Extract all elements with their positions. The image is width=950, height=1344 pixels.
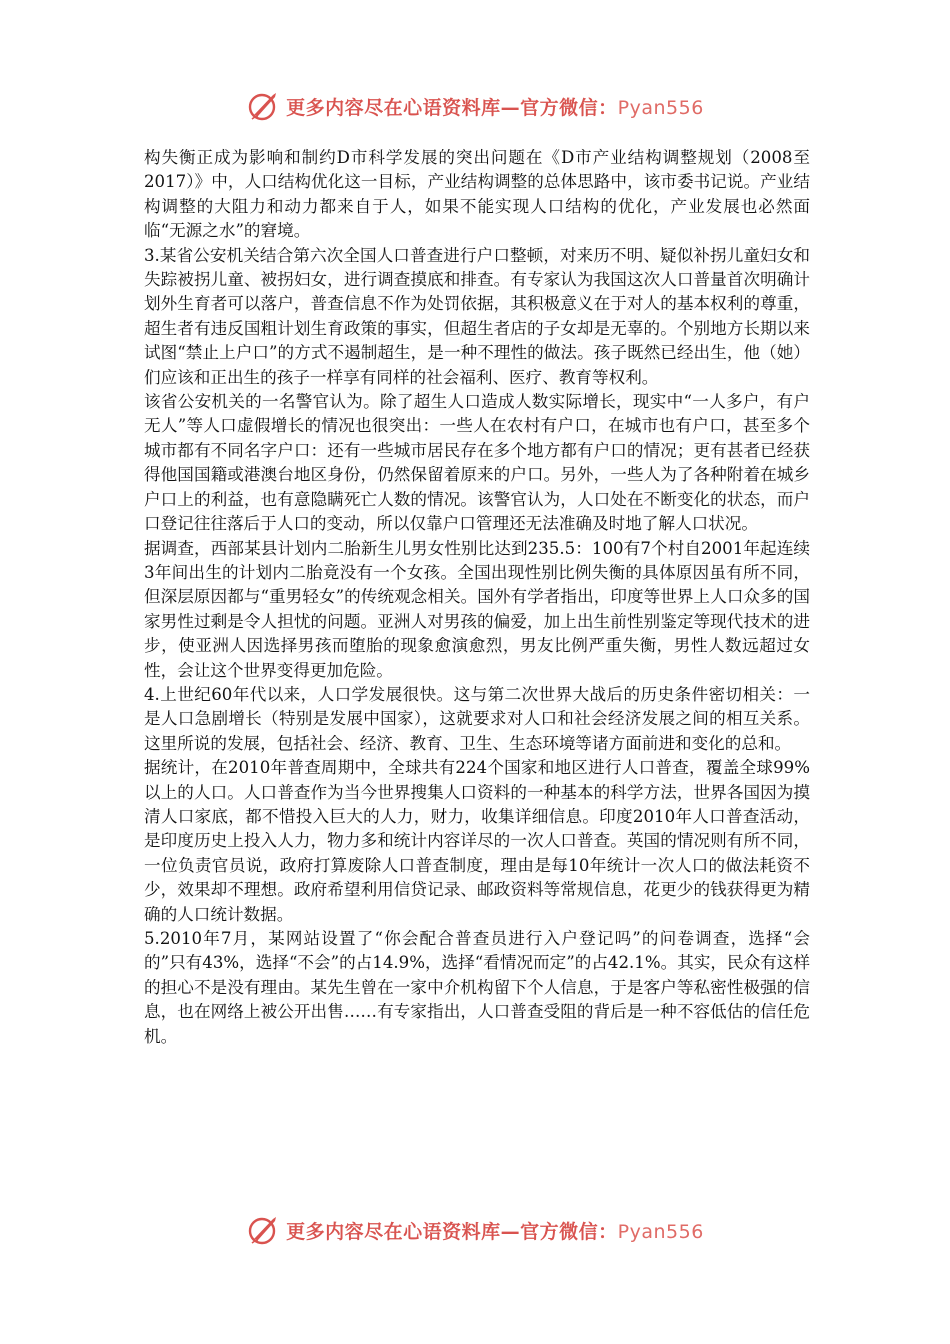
wechat-id: Pyan556	[617, 96, 704, 119]
header-watermark-banner	[0, 84, 950, 128]
paragraph-7: 5.2010年7月，某网站设置了“你会配合普查员进行入户登记吗”的问卷调查，选择“会的”只有43%，选择“不会”的占14.9%，选择“看情况而定”的占42.1%。其实，民众有这样的担心不是没有理由。某先生曾在一家中介机构留下个人信息，于是客户等私密性极强的信息，也在网络上被公开出售……有专家指出，人口普查受阻的背后是一种不容低估的信任危机。	[144, 929, 810, 1046]
paragraph-1: 构失衡正成为影响和制约D市科学发展的突出问题在《D市产业结构调整规划（2008至2017）》中，人口结构优化这一目标，产业结构调整的总体思路中，该市委书记说。产业结构调整的大阻力和动力都来自于人，如果不能实现人口结构的优化，产业发展也必然面临“无源之水”的窘境。	[144, 148, 810, 241]
paragraph-5: 4.上世纪60年代以来，人口学发展很快。这与第二次世界大战后的历史条件密切相关：一是人口急剧增长（特别是发展中国家），这就要求对人口和社会经济发展之间的相互关系。这里所说的发展，包括社会、经济、教育、卫生、生态环境等诸方面前进和变化的总和。	[144, 684, 810, 753]
wechat-id: Pyan556	[617, 1220, 704, 1243]
watermark-text: 更多内容尽在心语资料库—官方微信：Pyan556	[286, 96, 704, 119]
paragraph-6: 据统计，在2010年普查周期中，全球共有224个国家和地区进行人口普查，覆盖全球99%以上的人口。人口普查作为当今世界搜集人口资料的一种基本的科学方法，世界各国因为摸清人口家底，都不惜投入巨大的人力，财力，收集详细信息。印度2010年人口普查活动，是印度历史上投入人力，物力多和统计内容详尽的一次人口普查。英国的情况则有所不同，一位负责官员说，政府打算废除人口普查制度，理由是每10年统计一次人口的做法耗资不少，效果却不理想。政府希望利用信贷记录、邮政资料等常规信息，花更少的钱获得更为精确的人口统计数据。	[144, 758, 810, 924]
paragraph-2: 3.某省公安机关结合第六次全国人口普查进行户口整顿，对来历不明、疑似补拐儿童妇女和失踪被拐儿童、被拐妇女，进行调查摸底和排查。有专家认为我国这次人口普量首次明确计划外生育者可以落户，普查信息不作为处罚依据，其积极意义在于对人的基本权利的尊重，超生者有违反国粗计划生育政策的事实，但超生者店的子女却是无辜的。个别地方长期以来试图“禁止上户口”的方式不遏制超生，是一种不理性的做法。孩子既然已经出生，他（她）们应该和正出生的孩子一样享有同样的社会福利、医疗、教育等权利。	[144, 245, 810, 387]
paragraph-4: 据调查，西部某县计划内二胎新生儿男女性别比达到235.5：100有7个村自2001年起连续3年间出生的计划内二胎竟没有一个女孩。全国出现性别比例失衡的具体原因虽有所不同，但深层原因都与“重男轻女”的传统观念相关。国外有学者指出，印度等世界上人口众多的国家男性过剩是令人担忧的问题。亚洲人对男孩的偏爱，加上出生前性别鉴定等现代技术的进步，使亚洲人因选择男孩而堕胎的现象愈演愈烈，男友比例严重失衡，男性人数远超过女性，会让这个世界变得更加危险。	[144, 538, 810, 680]
paragraph-3: 该省公安机关的一名警官认为。除了超生人口造成人数实际增长，现实中“一人多户，有户无人”等人口虚假增长的情况也很突出：一些人在农村有户口，在城市也有户口，甚至多个城市都有不同名字户口：还有一些城市居民存在多个地方都有户口的情况；更有甚者已经获得他国国籍或港澳台地区身份，仍然保留着原来的户口。另外，一些人为了各种附着在城乡户口上的利益，也有意隐瞒死亡人数的情况。该警官认为，人口处在不断变化的状态，而户口登记往往落后于人口的变动，所以仅靠户口管理还无法准确及时地了解人口状况。	[144, 392, 810, 534]
quill-pen-logo-icon	[246, 89, 280, 123]
article-body	[144, 146, 810, 1049]
footer-watermark-banner	[0, 1208, 950, 1252]
quill-pen-logo-icon	[246, 1213, 280, 1247]
watermark-text: 更多内容尽在心语资料库—官方微信：Pyan556	[286, 1220, 704, 1243]
